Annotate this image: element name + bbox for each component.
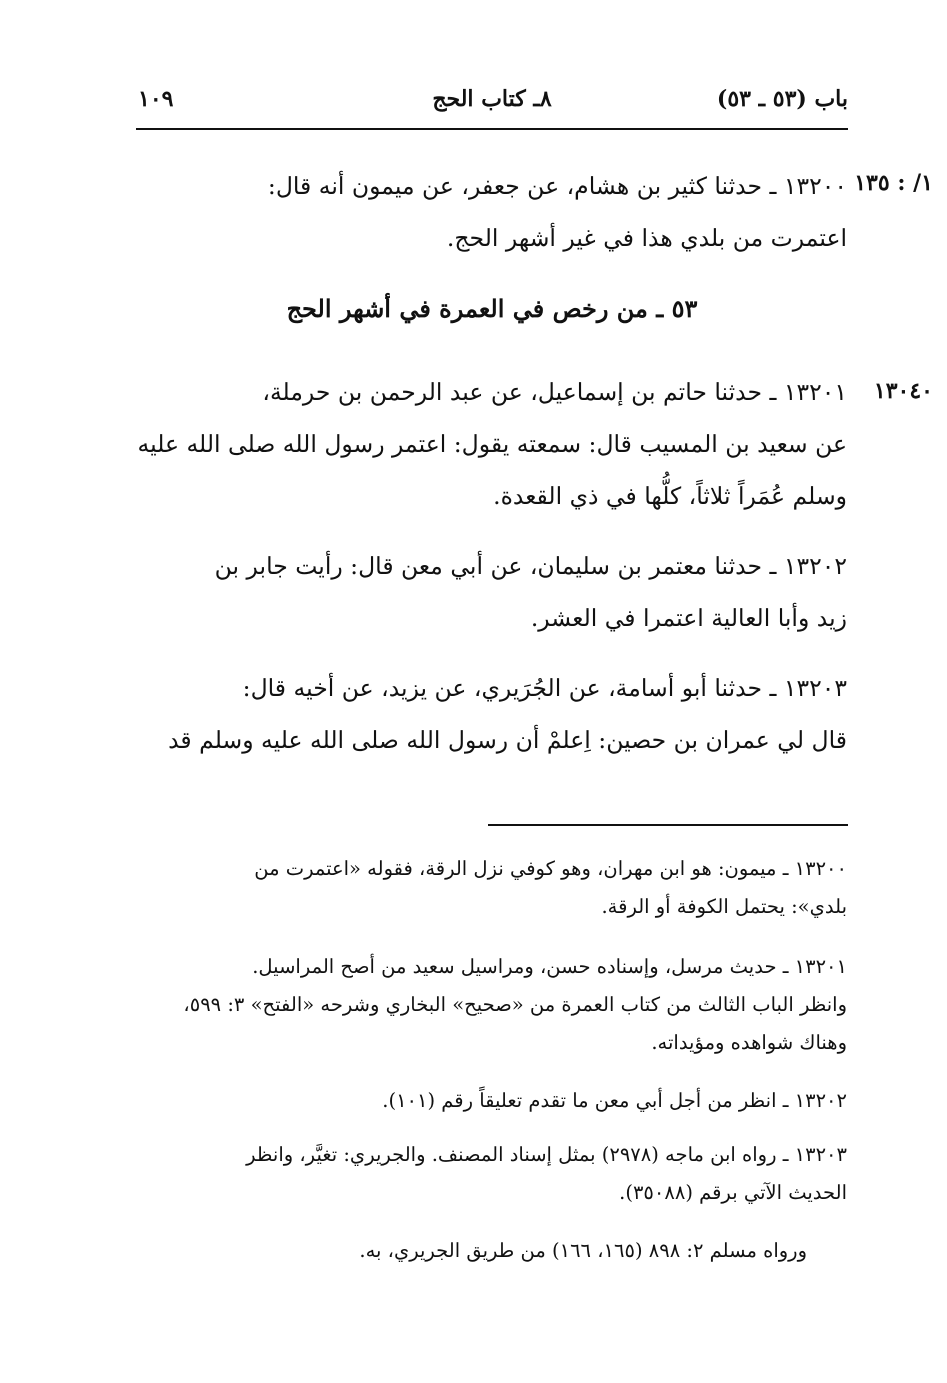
hadith-line: اعتمرت من بلدي هذا في غير أشهر الحج. [446,224,847,252]
footnote-13203 [135,1136,847,1212]
section-heading: ٥٣ ـ من رخص في العمرة في أشهر الحج [286,294,698,323]
footnote-line: ١٣٢٠١ ـ حديث مرسل، وإسناده حسن، ومراسيل سعيد من أصح المراسيل. [252,955,847,978]
hadith-13201 [135,366,847,522]
hadith-line: ١٣٢٠٣ ـ حدثنا أبو أسامة، عن الجُرَيري، عن يزيد، عن أخيه قال: [242,674,847,702]
footnote-13201 [135,948,847,1062]
footnote-line: وهناك شواهده ومؤيداته. [651,1031,847,1054]
chapter-title: باب (٥٣ ـ ٥٣) [716,86,848,112]
footnote-line: وانظر الباب الثالث من كتاب العمرة من «صحيح» البخاري وشرحه «الفتح» ٣: ٥٩٩، [183,993,847,1016]
hadith-13200 [135,160,847,264]
hadith-line: ١٣٢٠٢ ـ حدثنا معتمر بن سليمان، عن أبي معن قال: رأيت جابر بن [214,552,847,580]
hadith-line: ١٣٢٠٠ ـ حدثنا كثير بن هشام، عن جعفر، عن ميمون أنه قال: [267,172,847,200]
footnote-line: ١٣٢٠٠ ـ ميمون: هو ابن مهران، وهو كوفي نزل الرقة، فقوله «اعتمرت من [254,857,847,880]
margin-reference: ١٣٠٤٠ [873,378,933,404]
hadith-line: زيد وأبا العالية اعتمرا في العشر. [530,604,847,632]
footnote-13202 [135,1082,847,1120]
footnote-line: ١٣٢٠٣ ـ رواه ابن ماجه (٢٩٧٨) بمثل إسناد المصنف. والجريري: تغيَّر، وانظر [246,1143,847,1166]
footnote-13200 [135,850,847,926]
footnote-line: ورواه مسلم ٢: ٨٩٨ (١٦٥، ١٦٦) من طريق الجريري، به. [359,1239,807,1262]
footnote-muslim [135,1232,847,1270]
running-header [136,86,848,120]
footnote-divider [488,824,848,826]
hadith-line: عن سعيد بن المسيب قال: سمعته يقول: اعتمر رسول الله صلى الله عليه [137,430,847,458]
footnote-line: الحديث الآتي برقم (٣٥٠٨٨). [619,1181,847,1204]
hadith-line: ١٣٢٠١ ـ حدثنا حاتم بن إسماعيل، عن عبد الرحمن بن حرملة، [262,378,847,406]
hadith-13202 [135,540,847,644]
margin-reference: ١/ : ١٣٥ [854,170,933,196]
header-divider [136,128,848,130]
page-number: ١٠٩ [138,86,174,112]
hadith-13203 [135,662,847,766]
hadith-line: قال لي عمران بن حصين: اِعلمْ أن رسول الله صلى الله عليه وسلم قد [168,726,847,754]
book-title: ٨ـ كتاب الحج [432,86,552,112]
footnote-line: ١٣٢٠٢ ـ انظر من أجل أبي معن ما تقدم تعليقاً رقم (١٠١). [382,1089,847,1112]
hadith-line: وسلم عُمَراً ثلاثاً، كلُّها في ذي القعدة. [493,482,847,510]
footnote-line: بلدي»: يحتمل الكوفة أو الرقة. [601,895,847,918]
